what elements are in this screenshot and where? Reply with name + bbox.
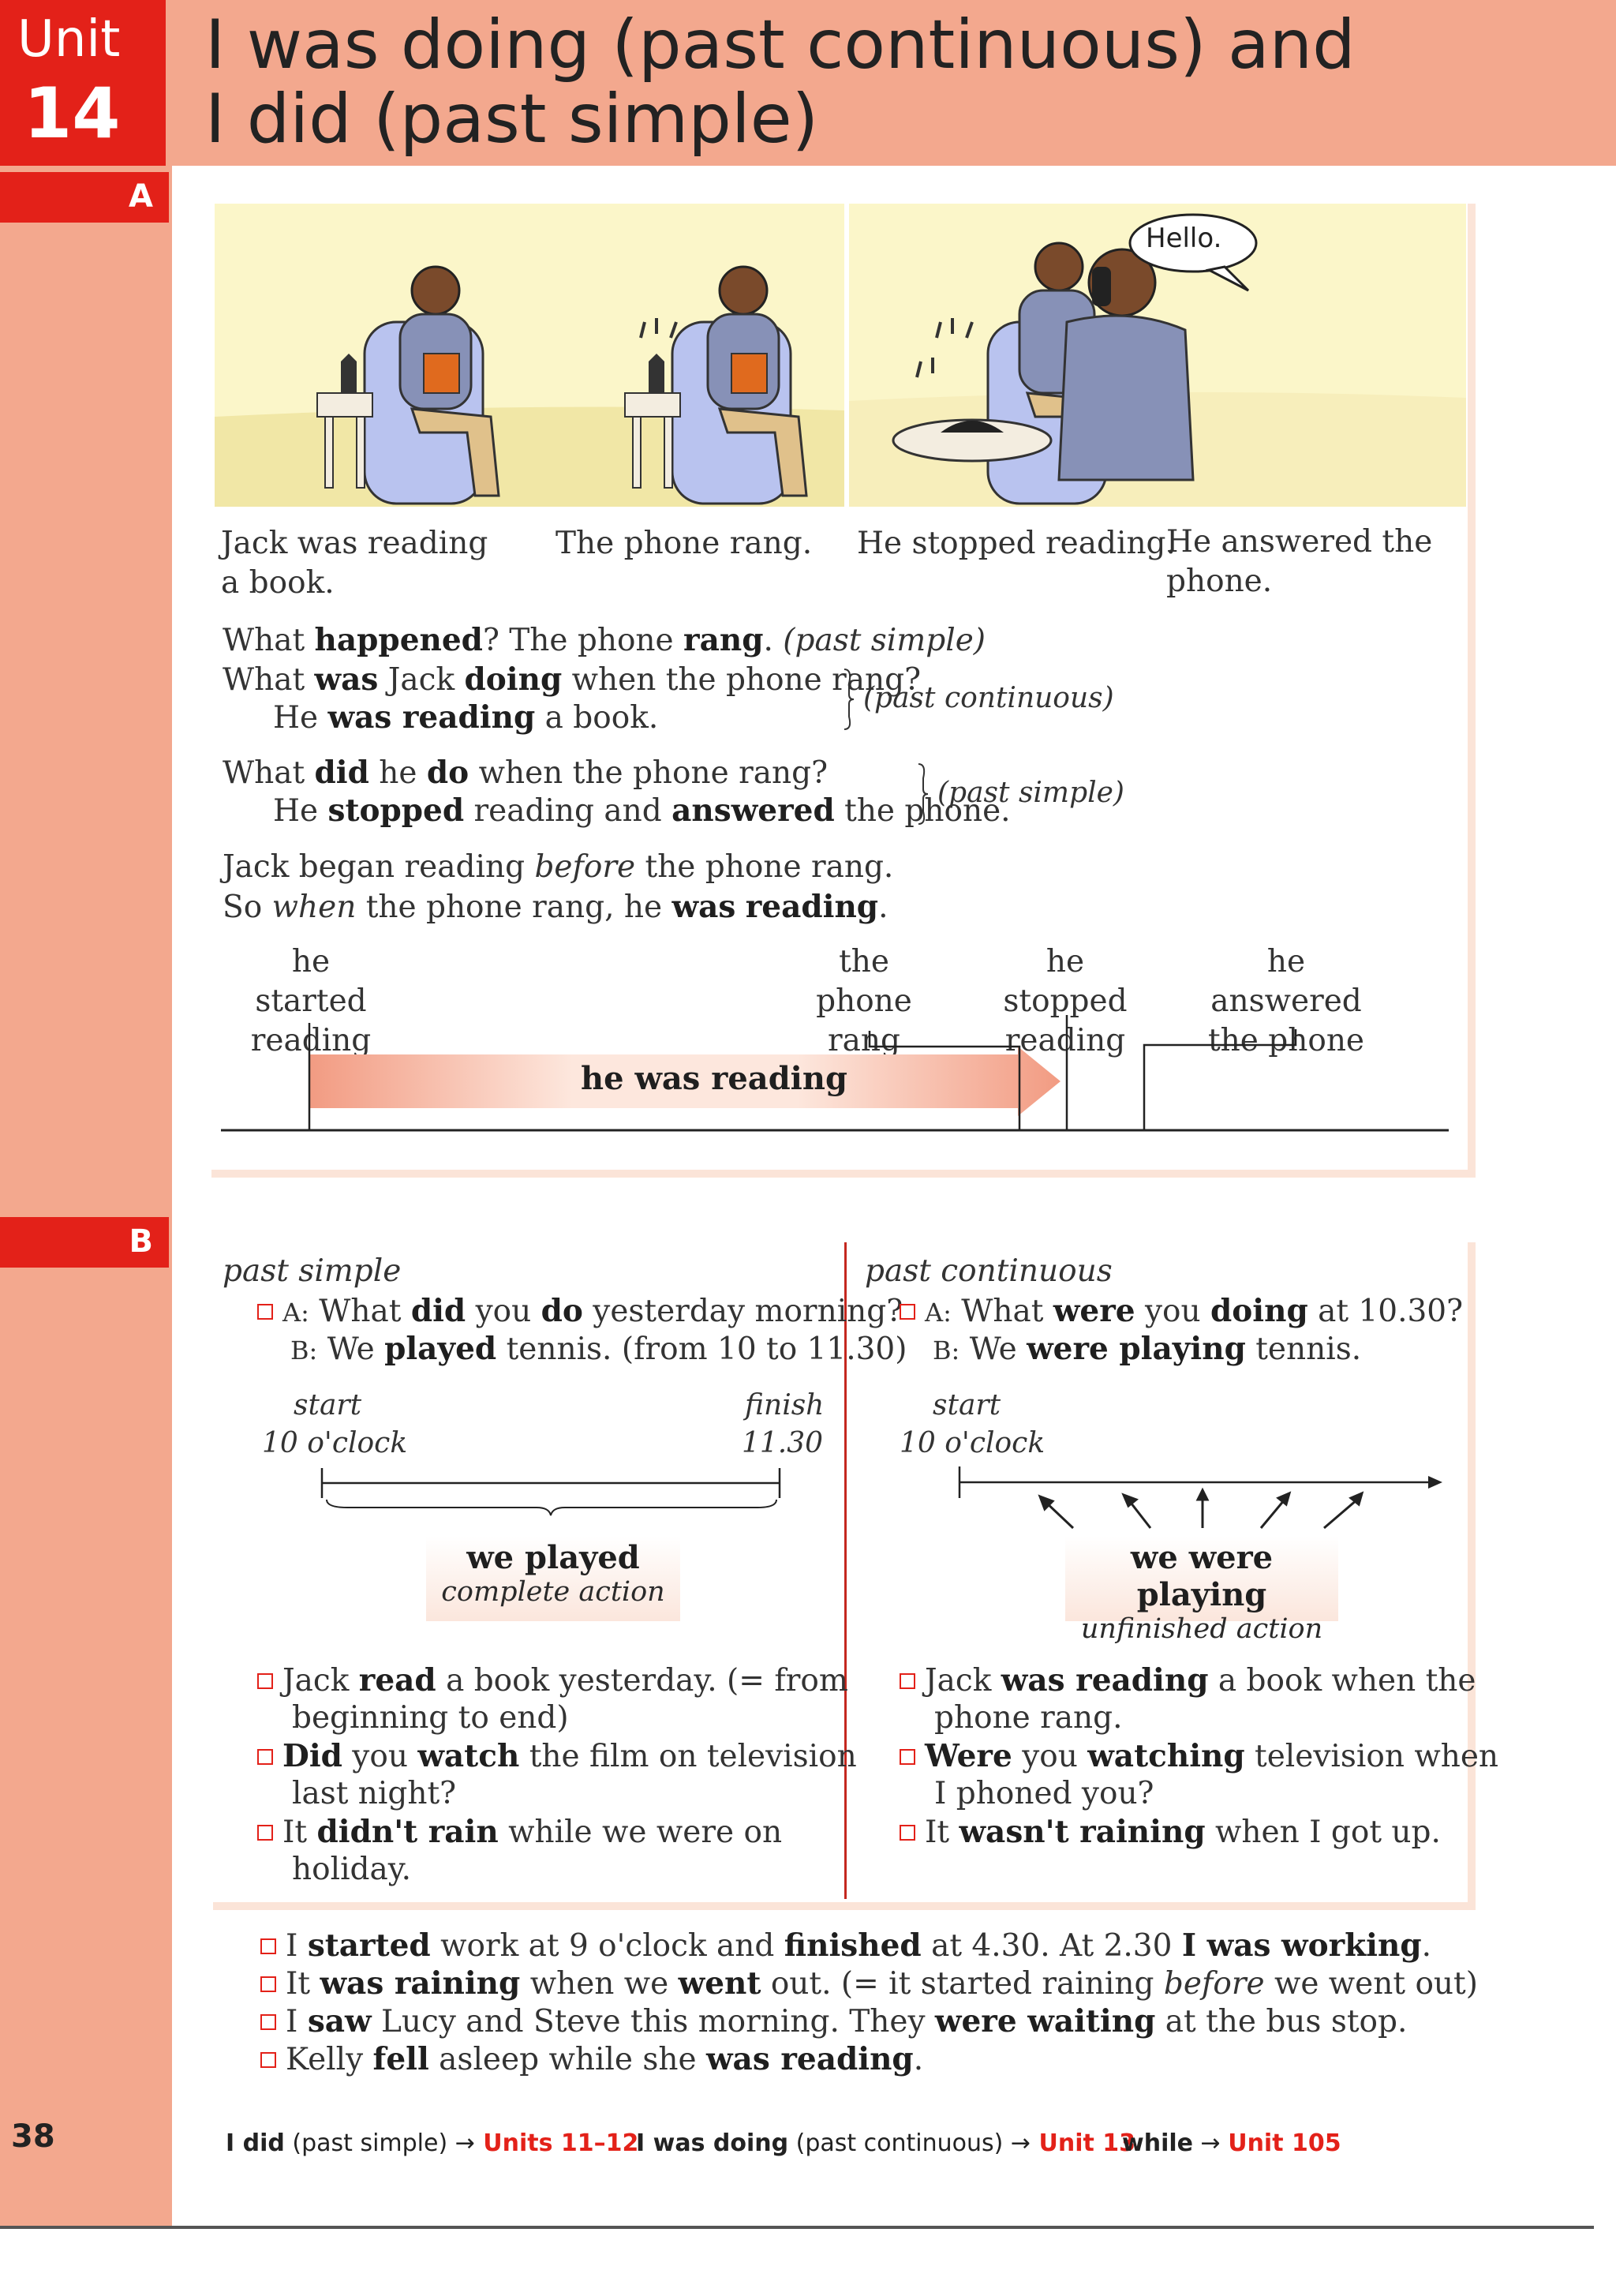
example-did-you-watch: Did you watch the film on television — [257, 1736, 857, 1777]
checkbox-icon — [260, 1976, 276, 1992]
checkbox-icon — [260, 1938, 276, 1954]
checkbox-icon — [900, 1825, 915, 1841]
checkbox-icon — [260, 2052, 276, 2068]
example-started-work: I started work at 9 o'clock and finished at 4.30. At 2.30 I was working. — [260, 1926, 1431, 1966]
section-b-tab — [0, 1217, 169, 1268]
heading-past-simple: past simple — [223, 1253, 402, 1289]
question-what-did-he-do: What did he do when the phone rang? — [223, 755, 828, 791]
checkbox-icon — [257, 1673, 273, 1689]
illustration-strip — [215, 204, 1466, 507]
note-past-simple: (past simple) — [937, 777, 1124, 809]
example-jack-was-reading: Jack was reading a book when the — [900, 1661, 1476, 1701]
example-saw-lucy: I saw Lucy and Steve this morning. They were waiting at the bus stop. — [260, 2002, 1407, 2042]
para-so-when: So when the phone rang, he was reading. — [223, 889, 888, 925]
caption-2: The phone rang. — [556, 526, 813, 561]
box-we-played-sub: complete action — [441, 1576, 665, 1608]
checkbox-icon — [257, 1825, 273, 1841]
example-didnt-rain-line2: holiday. — [292, 1852, 412, 1887]
brace-past-continuous — [841, 668, 857, 731]
timeline-label-stopped: he stopped reading — [1003, 944, 1128, 1058]
example-was-raining: It was raining when we went out. (= it started raining before we went out) — [260, 1964, 1478, 2004]
checkbox-icon — [900, 1749, 915, 1765]
label-start-right: start — [933, 1389, 1001, 1421]
example-didnt-rain: It didn't rain while we were on — [257, 1812, 782, 1852]
label-finish-time: 11.30 — [742, 1427, 824, 1459]
dialogue-b-past-simple: B: We played tennis. (from 10 to 11.30) — [290, 1331, 907, 1367]
section-b-label: B — [129, 1223, 153, 1260]
page-title-line-1: I was doing (past continuous) and — [205, 6, 1356, 84]
speech-bubble-text: Hello. — [1146, 223, 1222, 254]
page-number: 38 — [11, 2118, 55, 2155]
footer-ref-while[interactable]: while → Unit 105 — [1122, 2129, 1341, 2157]
left-margin-strip — [0, 0, 172, 2226]
caption-1: Jack was reading a book. — [221, 526, 488, 601]
timeline-label-rang: the phone rang — [816, 944, 912, 1058]
section-a-label: A — [129, 178, 153, 215]
unit-box — [0, 0, 166, 166]
checkbox-icon — [900, 1304, 915, 1320]
footer-ref-past-continuous[interactable]: I was doing (past continuous) → Unit 13 — [636, 2129, 1136, 2157]
caption-4: He answered the phone. — [1166, 524, 1433, 599]
dialogue-a-past-continuous: A: What were you doing at 10.30? — [900, 1291, 1463, 1332]
label-start-time-right: 10 o'clock — [900, 1427, 1046, 1459]
unit-number: 14 — [24, 73, 121, 154]
caption-3: He stopped reading. — [857, 526, 1176, 561]
question-what-was-jack-doing: What was Jack doing when the phone rang? — [223, 661, 922, 698]
unfinished-action-arrow — [947, 1460, 1452, 1531]
box-we-were-playing-main: we were playing — [1130, 1539, 1274, 1613]
box-we-were-playing-sub: unfinished action — [1080, 1613, 1323, 1645]
dialogue-a-past-simple: A: What did you do yesterday morning? — [257, 1291, 903, 1332]
label-finish: finish — [745, 1389, 825, 1421]
example-were-you-watching-line2: I phoned you? — [934, 1776, 1154, 1811]
label-start-left: start — [294, 1389, 362, 1421]
section-a-tab — [0, 172, 169, 223]
question-what-happened: What happened? The phone rang. (past simple) — [223, 622, 986, 658]
box-we-played — [426, 1536, 680, 1621]
box-we-were-playing — [1065, 1536, 1338, 1645]
checkbox-icon — [257, 1749, 273, 1765]
brace-past-simple — [915, 762, 931, 826]
example-did-you-watch-line2: last night? — [292, 1776, 457, 1811]
timeline-arrow-label: he was reading — [581, 1060, 847, 1097]
example-were-you-watching: Were you watching television when — [900, 1736, 1498, 1777]
heading-past-continuous: past continuous — [865, 1253, 1113, 1289]
dialogue-b-past-continuous: B: We were playing tennis. — [933, 1331, 1362, 1367]
answer-he-was-reading: He was reading a book. — [273, 699, 659, 736]
complete-action-bracket — [316, 1463, 789, 1519]
unit-label: Unit — [17, 10, 121, 69]
example-jack-was-reading-line2: phone rang. — [934, 1700, 1123, 1736]
page-title-line-2: I did (past simple) — [205, 80, 819, 159]
label-start-time-left: 10 o'clock — [262, 1427, 408, 1459]
checkbox-icon — [257, 1304, 273, 1320]
box-we-played-main: we played — [466, 1539, 640, 1576]
example-kelly-fell: Kelly fell asleep while she was reading. — [260, 2039, 923, 2080]
example-jack-read-line2: beginning to end) — [292, 1700, 569, 1736]
example-jack-read: Jack read a book yesterday. (= from — [257, 1661, 848, 1701]
timeline-label-answered: he answered the phone — [1207, 944, 1365, 1058]
footer-ref-past-simple[interactable]: I did (past simple) → Units 11–12 — [226, 2129, 639, 2157]
note-past-continuous: (past continuous) — [863, 682, 1114, 714]
para-jack-began: Jack began reading before the phone rang. — [223, 849, 894, 885]
example-wasnt-raining: It wasn't raining when I got up. — [900, 1812, 1441, 1852]
jack-phone-illustration — [215, 204, 1466, 507]
checkbox-icon — [900, 1673, 915, 1689]
answer-he-stopped-reading: He stopped reading and answered the phone. — [273, 792, 1011, 829]
timeline-label-started: he started reading — [250, 944, 372, 1058]
checkbox-icon — [260, 2014, 276, 2030]
page-bottom-rule — [0, 2226, 1594, 2229]
